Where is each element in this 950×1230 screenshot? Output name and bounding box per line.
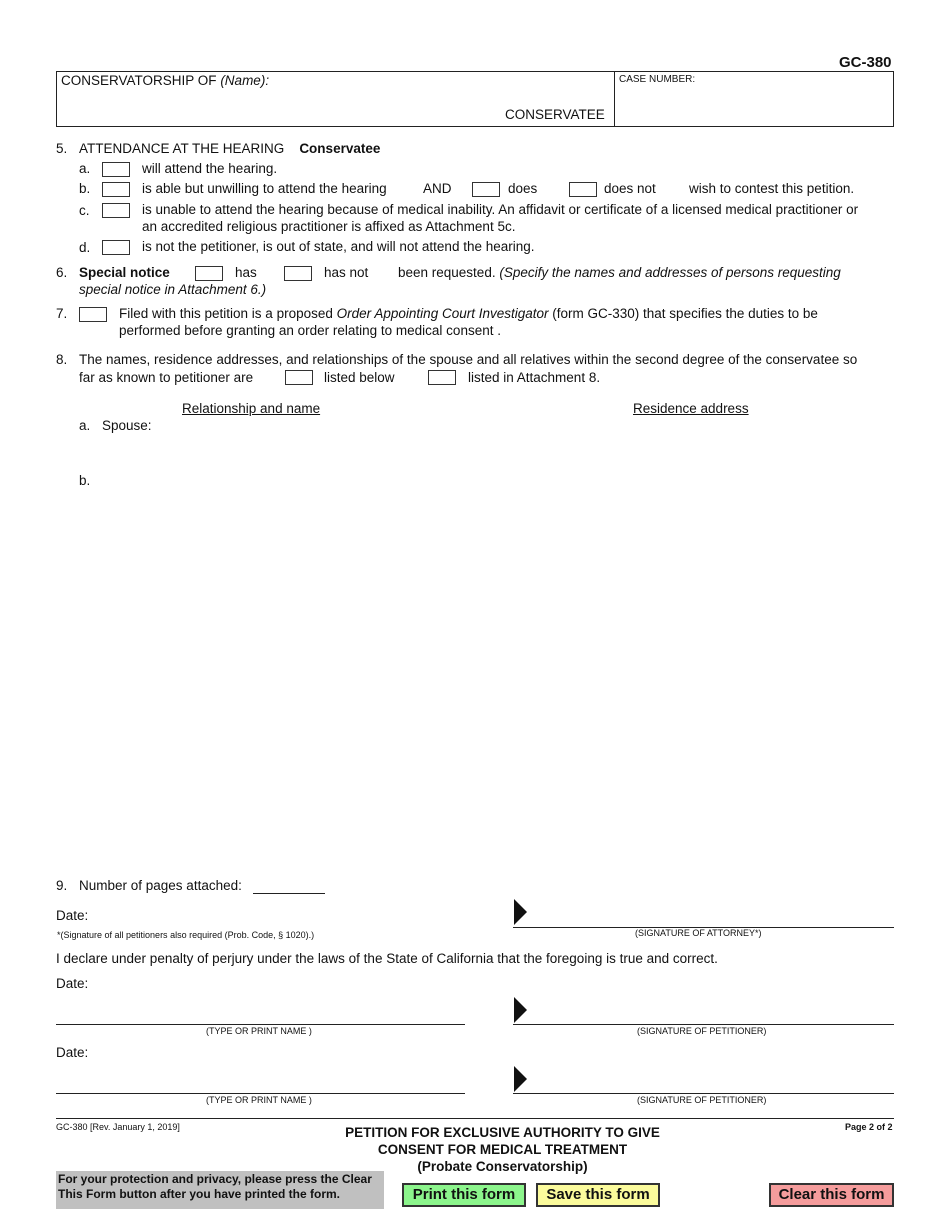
item8b-relatives-input[interactable]: [102, 470, 890, 850]
petitioner2-signature-caption: (SIGNATURE OF PETITIONER): [637, 1095, 767, 1105]
attorney-sign-arrow-icon: [514, 899, 527, 925]
date-label-attorney: Date:: [56, 908, 89, 923]
form-id: GC-380: [839, 54, 892, 71]
print-form-button[interactable]: Print this form: [402, 1183, 526, 1207]
item7-checkbox[interactable]: [79, 307, 107, 322]
item6-has-label: has: [235, 265, 257, 280]
item6-has-not-checkbox[interactable]: [284, 266, 312, 281]
conservatorship-label: CONSERVATORSHIP OF (Name):: [61, 73, 270, 88]
item8-listed-below-checkbox[interactable]: [285, 370, 313, 385]
save-form-button[interactable]: Save this form: [536, 1183, 660, 1207]
item8a-letter: a.: [79, 418, 91, 433]
item5c-text-line1: is unable to attend the hearing because of medical inability. An affidavit or certificate of a licensed medical practitioner or: [142, 202, 859, 217]
footer-title-line2: CONSENT FOR MEDICAL TREATMENT: [377, 1142, 628, 1157]
item6-title: Special notice: [79, 265, 170, 280]
case-number-label: CASE NUMBER:: [619, 74, 696, 85]
item9-text: Number of pages attached:: [79, 878, 242, 893]
petitioner2-signature-line[interactable]: [513, 1093, 894, 1094]
petitioner1-signature-line[interactable]: [513, 1024, 894, 1025]
item5d-text: is not the petitioner, is out of state, and will not attend the hearing.: [142, 239, 535, 254]
item5b-and: AND: [423, 181, 452, 196]
date-label-petitioner1: Date:: [56, 976, 89, 991]
petitioner2-sign-arrow-icon: [514, 1066, 527, 1092]
item7-text-line2: performed before granting an order relating to medical consent .: [119, 323, 501, 338]
item5b-does-not-checkbox[interactable]: [569, 182, 597, 197]
item6-specify-line2: special notice in Attachment 6.): [79, 282, 267, 297]
item5-number: 5.: [56, 141, 68, 156]
header-divider: [614, 71, 615, 127]
item5d-checkbox[interactable]: [102, 240, 130, 255]
item5b-does-label: does: [508, 181, 538, 196]
item9-pages-input[interactable]: [253, 893, 325, 894]
col-address-header: Residence address: [633, 401, 749, 416]
footer-title: [300, 1124, 705, 1175]
item5b-end: wish to contest this petition.: [689, 181, 855, 196]
footnote: *(Signature of all petitioners also required (Prob. Code, § 1020).): [57, 930, 315, 940]
item5b-checkbox[interactable]: [102, 182, 130, 197]
clear-form-button[interactable]: Clear this form: [769, 1183, 894, 1207]
item5a-letter: a.: [79, 161, 91, 176]
item5b-text: is able but unwilling to attend the hearing: [142, 181, 387, 196]
item5b-does-not-label: does not: [604, 181, 656, 196]
petitioner2-name-line[interactable]: [56, 1093, 465, 1094]
item7-text-line1: Filed with this petition is a proposed Order Appointing Court Investigator (form GC-330) that specifies the duties to be: [119, 306, 818, 321]
item8-attachment-label: listed in Attachment 8.: [468, 370, 601, 385]
item5a-checkbox[interactable]: [102, 162, 130, 177]
item5c-checkbox[interactable]: [102, 203, 130, 218]
item5c-letter: c.: [79, 203, 90, 218]
footer-title-line3: (Probate Conservatorship): [417, 1159, 588, 1174]
item8-number: 8.: [56, 352, 68, 367]
petitioner1-name-line[interactable]: [56, 1024, 465, 1025]
case-number-input[interactable]: [617, 90, 891, 124]
item8-text-line2: far as known to petitioner are: [79, 370, 254, 385]
item5b-letter: b.: [79, 181, 91, 196]
privacy-notice: For your protection and privacy, please press the Clear This Form button after you have printed the form.: [56, 1171, 384, 1209]
item5c-text-line2: an accredited religious practitioner is affixed as Attachment 5c.: [142, 219, 516, 234]
footer-title-line1: PETITION FOR EXCLUSIVE AUTHORITY TO GIVE: [345, 1125, 660, 1140]
footer-divider: [56, 1118, 894, 1119]
item6-been-requested: been requested. (Specify the names and addresses of persons requesting: [398, 265, 841, 280]
col-relationship-header: Relationship and name: [182, 401, 321, 416]
item8-attachment-checkbox[interactable]: [428, 370, 456, 385]
item8-text-line1: The names, residence addresses, and relationships of the spouse and all relatives within the second degree of the conservatee so: [79, 352, 858, 367]
item9-number: 9.: [56, 878, 68, 893]
petitioner2-name-caption: (TYPE OR PRINT NAME ): [206, 1095, 312, 1105]
item7-number: 7.: [56, 306, 68, 321]
petitioner1-sign-arrow-icon: [514, 997, 527, 1023]
item6-number: 6.: [56, 265, 68, 280]
conservatee-name-input[interactable]: [58, 90, 498, 124]
date-label-petitioner2: Date:: [56, 1045, 89, 1060]
item8a-spouse-input[interactable]: [160, 416, 890, 456]
item8a-spouse-label: Spouse:: [102, 418, 152, 433]
item5-title: ATTENDANCE AT THE HEARING Conservatee: [79, 141, 381, 156]
item5b-does-checkbox[interactable]: [472, 182, 500, 197]
attorney-signature-caption: (SIGNATURE OF ATTORNEY*): [635, 928, 762, 938]
page-number: Page 2 of 2: [845, 1122, 893, 1132]
item5d-letter: d.: [79, 240, 91, 255]
item6-has-checkbox[interactable]: [195, 266, 223, 281]
declaration-text: I declare under penalty of perjury under the laws of the State of California that the foregoing is true and correct.: [56, 951, 718, 966]
item8-listed-below-label: listed below: [324, 370, 395, 385]
item6-has-not-label: has not: [324, 265, 369, 280]
item5a-text: will attend the hearing.: [142, 161, 278, 176]
conservatee-label: CONSERVATEE: [505, 107, 605, 122]
petitioner1-name-caption: (TYPE OR PRINT NAME ): [206, 1026, 312, 1036]
footer-revision: GC-380 [Rev. January 1, 2019]: [56, 1122, 180, 1132]
petitioner1-signature-caption: (SIGNATURE OF PETITIONER): [637, 1026, 767, 1036]
item8b-letter: b.: [79, 473, 91, 488]
